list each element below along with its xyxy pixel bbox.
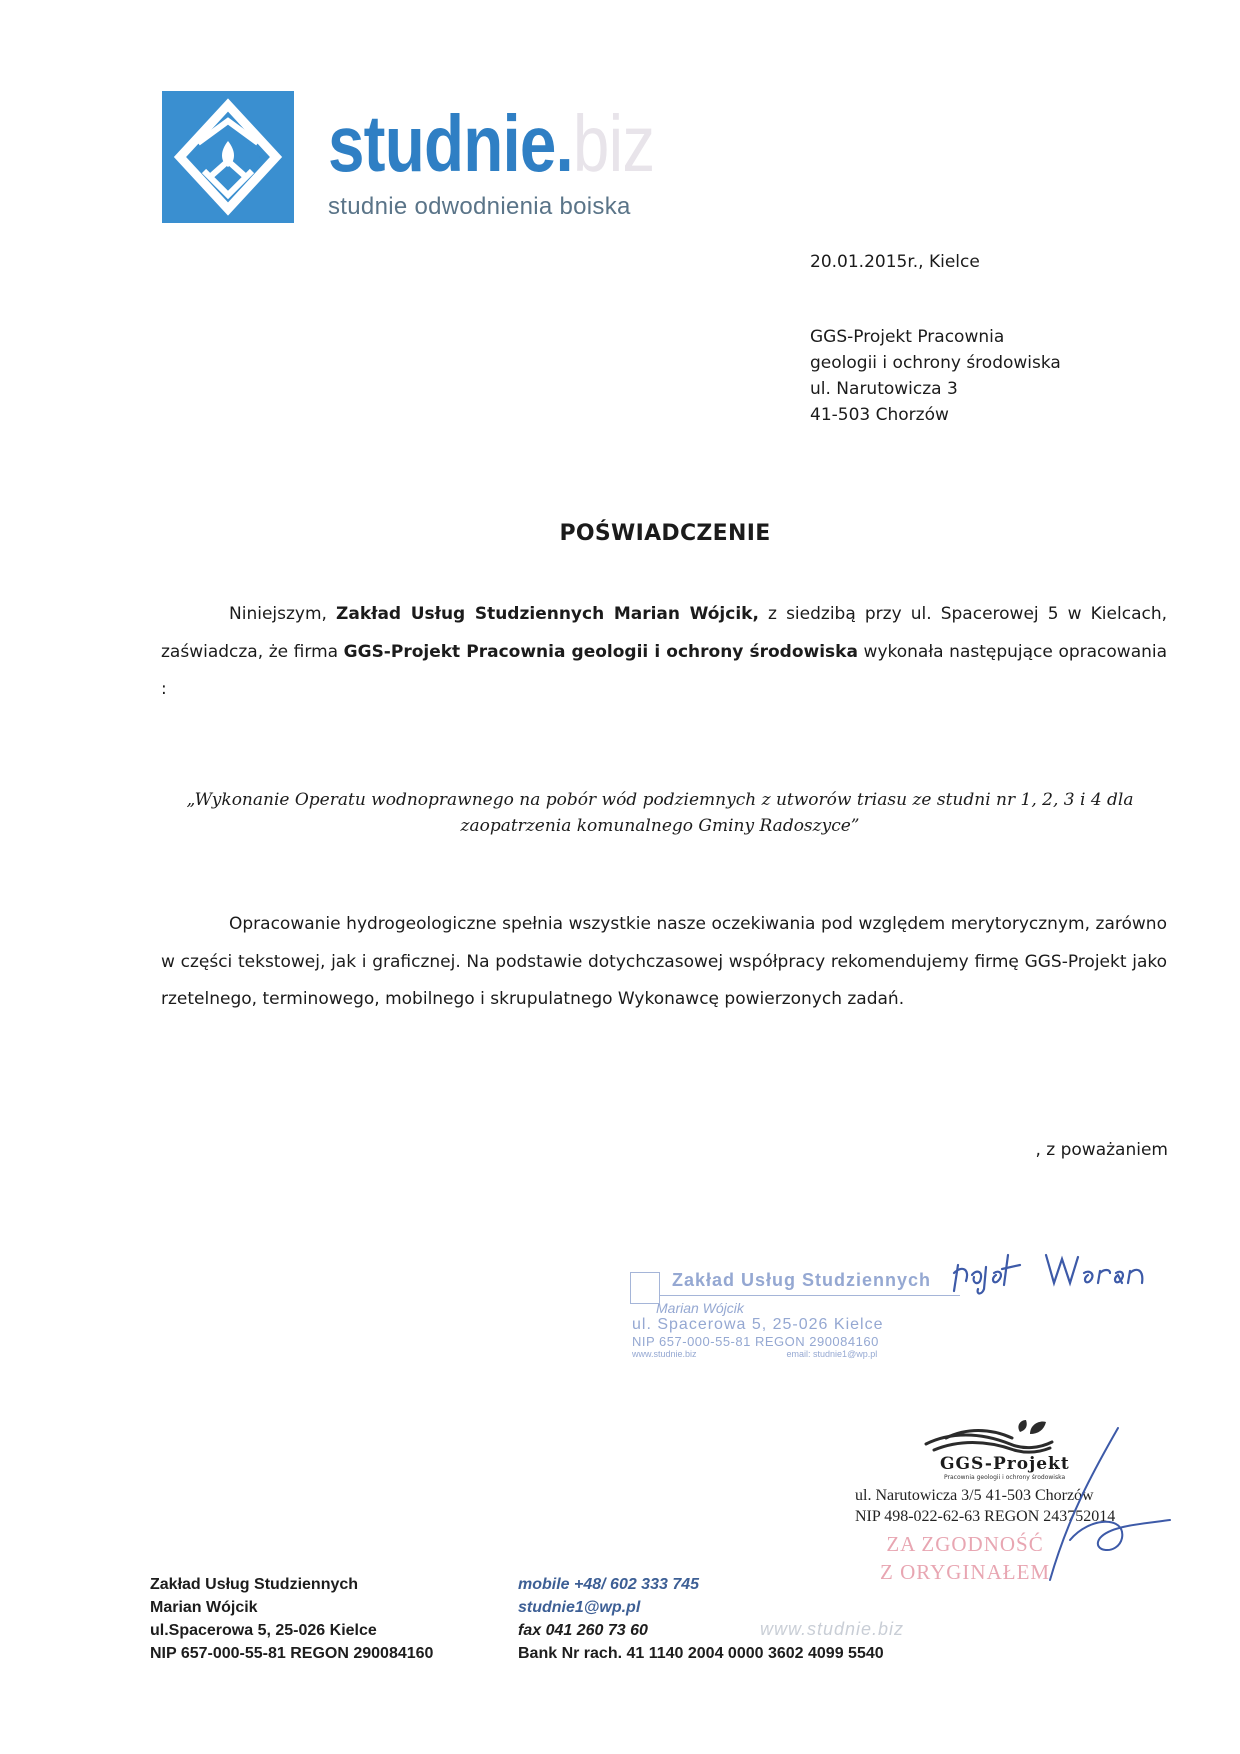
ggs-nip-regon: NIP 498-022-62-63 REGON 243752014 [855, 1508, 1116, 1525]
footer-nip-regon: NIP 657-000-55-81 REGON 290084160 [150, 1645, 434, 1662]
footer-email[interactable]: studnie1@wp.pl [518, 1599, 641, 1616]
footer-bank: Bank Nr rach. 41 1140 2004 0000 3602 4099 5540 [518, 1645, 884, 1662]
logo-tld: biz [572, 99, 655, 188]
stamp-owner: Marian Wójcik [656, 1300, 744, 1316]
stamp-box-icon [630, 1272, 660, 1304]
certified-copy-line2: Z ORYGINAŁEM [880, 1560, 1051, 1584]
body-paragraph-2 [161, 906, 1167, 1019]
document-title: POŚWIADCZENIE [559, 521, 771, 546]
stamp-email: email: studnie1@wp.pl [786, 1349, 878, 1359]
ggs-stamp-name: GGS-Projekt [940, 1454, 1070, 1474]
stamp-company-name: Zakład Usług Studziennych [672, 1270, 932, 1290]
stamp-website: www.studnie.biz [632, 1349, 697, 1359]
stamp-contact [632, 1349, 956, 1359]
footer-website[interactable]: www.studnie.biz [760, 1619, 905, 1639]
handwritten-signature [950, 1225, 1180, 1295]
stamp-nip-regon: NIP 657-000-55-81 REGON 290084160 [632, 1334, 879, 1349]
closing-salutation: , z poważaniem [1035, 1140, 1168, 1160]
ggs-stamp-subtitle: Pracownia geologii i ochrony środowiska [944, 1474, 1066, 1481]
certified-copy-stamp [880, 1530, 1050, 1586]
company-stamp [626, 1270, 956, 1359]
para1-middle: z siedzibą przy ul. Spacerowej 5 w Kielcach, zaświadcza, że firma [161, 604, 1168, 662]
project-title-quote: „Wykonanie Operatu wodnoprawnego na pobór wód podziemnych z utworów triasu ze studni nr 1, 2, 3 i 4 dla zaopatrzenia komunalnego Gminy Radoszyce” [186, 790, 1134, 836]
handwritten-signature-2 [1030, 1420, 1180, 1590]
footer-fax: fax 041 260 73 60 [518, 1622, 648, 1639]
para1-company: Zakład Usług Studziennych Marian Wójcik, [336, 604, 759, 624]
body-paragraph-1 [161, 596, 1167, 709]
logo-word: studnie. [328, 99, 573, 188]
para1-firm: GGS-Projekt Pracownia geologii i ochrony środowiska [343, 641, 858, 662]
logo-tagline: studnie odwodnienia boiska [328, 193, 631, 220]
stamp-address: ul. Spacerowa 5, 25-026 Kielce [632, 1316, 884, 1333]
footer-mobile: mobile +48/ 602 333 745 [518, 1576, 700, 1593]
recipient-line2: geologii i ochrony środowiska [810, 353, 1061, 373]
company-logo-wordmark [328, 99, 655, 188]
recipient-line4: 41-503 Chorzów [810, 405, 949, 425]
company-logo-mark [162, 91, 294, 223]
recipient-address [810, 324, 1061, 428]
footer-company: Zakład Usług Studziennych [150, 1576, 359, 1593]
para1-end: wykonała następujące opracowania : [161, 641, 1168, 699]
letter-date: 20.01.2015r., Kielce [810, 252, 980, 272]
ggs-address-line: ul. Narutowicza 3/5 41-503 Chorzów [855, 1487, 1094, 1504]
footer-company-info [150, 1573, 433, 1665]
footer-owner: Marian Wójcik [150, 1599, 258, 1616]
diamond-logo-icon [162, 91, 294, 223]
para1-intro: Niniejszym, [229, 604, 327, 624]
certified-copy-line1: ZA ZGODNOŚĆ [886, 1532, 1044, 1556]
recipient-line1: GGS-Projekt Pracownia [810, 327, 1005, 347]
footer-address: ul.Spacerowa 5, 25-026 Kielce [150, 1622, 377, 1639]
recipient-line3: ul. Narutowicza 3 [810, 379, 958, 399]
para2-text: Opracowanie hydrogeologiczne spełnia wszystkie nasze oczekiwania pod względem merytorycznym, zarówno w części tekstowej, jak i graficznej. Na podstawie dotychczasowej współpracy rekomendujemy firmę GGS-Projekt jako rzetelnego, terminowego, mobilnego i skrupulatnego Wykonawcę powierzonych zadań. [161, 914, 1167, 1009]
